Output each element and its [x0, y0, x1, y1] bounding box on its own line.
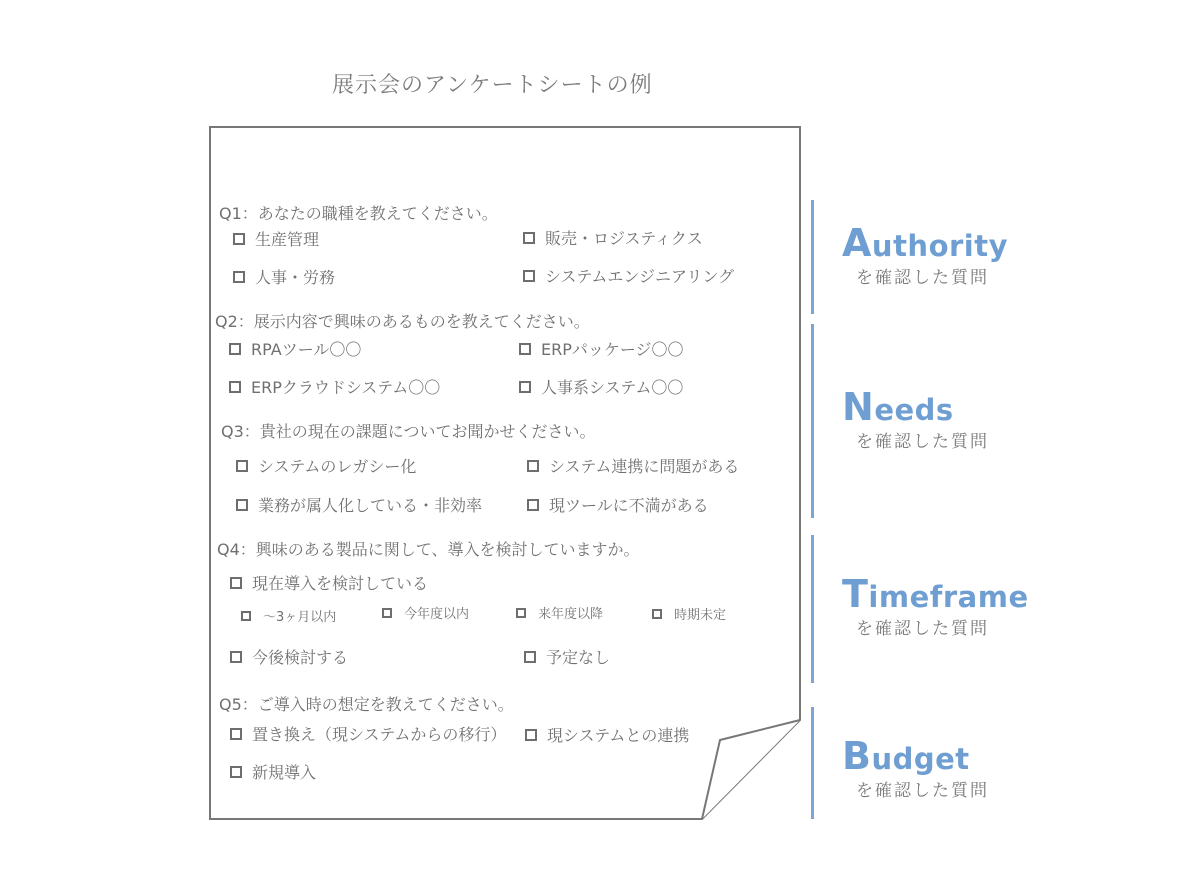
checkbox-icon	[230, 766, 242, 778]
checkbox-icon	[525, 729, 537, 741]
authority-bar	[811, 200, 814, 314]
question-1: Q1：あなたの職種を教えてください。	[219, 204, 498, 223]
budget-bar	[811, 707, 814, 819]
option-q4-sub-3[interactable]: 来年度以降	[516, 603, 603, 622]
checkbox-icon	[233, 271, 245, 283]
checkbox-icon	[236, 499, 248, 511]
question-4: Q4：興味のある製品に関して、導入を検討していますか。	[217, 540, 640, 559]
option-q4-sub-4[interactable]: 時期未定	[652, 604, 726, 623]
question-3: Q3：貴社の現在の課題についてお聞かせください。	[221, 422, 596, 441]
timeframe-bar	[811, 535, 814, 683]
checkbox-icon	[516, 608, 526, 618]
checkbox-icon	[233, 233, 245, 245]
checkbox-icon	[229, 343, 241, 355]
checkbox-icon	[229, 381, 241, 393]
option-q2-3[interactable]: ERPクラウドシステム〇〇	[229, 375, 440, 398]
option-q3-2[interactable]: システム連携に問題がある	[527, 454, 739, 477]
option-q2-1[interactable]: RPAツール〇〇	[229, 337, 361, 360]
question-2: Q2：展示内容で興味のあるものを教えてください。	[215, 312, 590, 331]
label-timeframe: Timeframe を確認した質問	[842, 572, 1029, 639]
checkbox-icon	[519, 381, 531, 393]
question-5: Q5：ご導入時の想定を教えてください。	[219, 695, 514, 714]
option-q1-4[interactable]: システムエンジニアリング	[523, 264, 734, 287]
option-q1-2[interactable]: 販売・ロジスティクス	[523, 226, 703, 249]
option-q3-1[interactable]: システムのレガシー化	[236, 454, 416, 477]
option-q4-2[interactable]: 今後検討する	[230, 645, 348, 668]
option-q3-4[interactable]: 現ツールに不満がある	[527, 493, 709, 516]
checkbox-icon	[523, 270, 535, 282]
checkbox-icon	[382, 608, 392, 618]
checkbox-icon	[527, 499, 539, 511]
option-q3-3[interactable]: 業務が属人化している・非効率	[236, 493, 482, 516]
option-q5-3[interactable]: 新規導入	[230, 760, 316, 783]
label-authority: Authority を確認した質問	[842, 221, 1009, 288]
checkbox-icon	[524, 651, 536, 663]
checkbox-icon	[236, 460, 248, 472]
label-budget: Budget を確認した質問	[842, 734, 989, 801]
page-title: 展示会のアンケートシートの例	[332, 73, 653, 98]
checkbox-icon	[519, 343, 531, 355]
checkbox-icon	[241, 611, 251, 621]
option-q4-sub-1[interactable]: 〜3ヶ月以内	[241, 606, 336, 625]
option-q1-3[interactable]: 人事・労務	[233, 265, 335, 288]
checkbox-icon	[230, 728, 242, 740]
option-q1-1[interactable]: 生産管理	[233, 227, 319, 250]
needs-bar	[811, 324, 814, 518]
option-q4-1[interactable]: 現在導入を検討している	[230, 571, 428, 594]
option-q5-1[interactable]: 置き換え（現システムからの移行）	[230, 722, 506, 745]
label-needs: Needs を確認した質問	[842, 385, 989, 452]
option-q2-2[interactable]: ERPパッケージ〇〇	[519, 337, 684, 360]
option-q2-4[interactable]: 人事系システム〇〇	[519, 375, 683, 398]
option-q4-3[interactable]: 予定なし	[524, 645, 610, 668]
option-q5-2[interactable]: 現システムとの連携	[525, 723, 689, 746]
checkbox-icon	[652, 609, 662, 619]
checkbox-icon	[527, 460, 539, 472]
checkbox-icon	[230, 651, 242, 663]
checkbox-icon	[523, 232, 535, 244]
checkbox-icon	[230, 577, 242, 589]
option-q4-sub-2[interactable]: 今年度以内	[382, 603, 469, 622]
